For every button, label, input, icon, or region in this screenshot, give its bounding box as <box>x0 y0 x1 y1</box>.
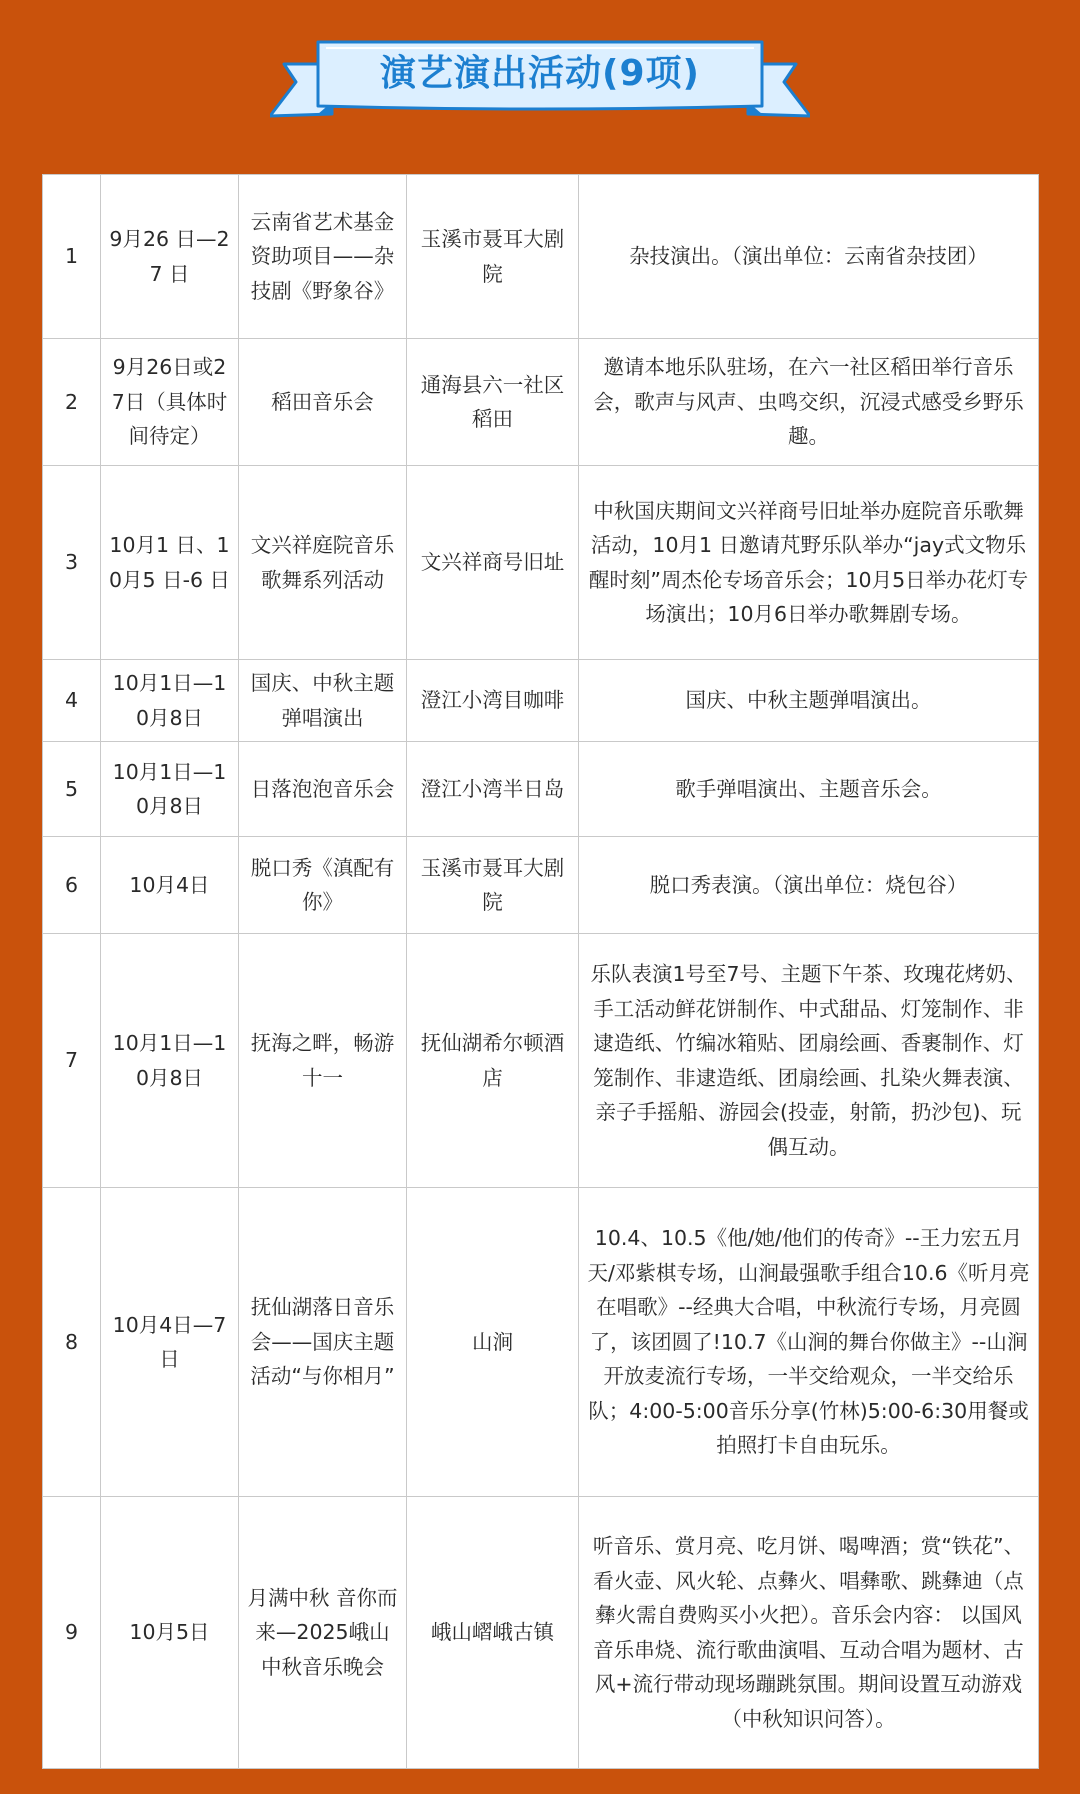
activity-description: 邀请本地乐队驻场，在六一社区稻田举行音乐会，歌声与风声、虫鸣交织，沉浸式感受乡野乐趣。 <box>579 339 1039 466</box>
table-row <box>43 1188 1039 1497</box>
activity-date: 10月5日 <box>101 1497 239 1769</box>
activity-name: 国庆、中秋主题弹唱演出 <box>239 660 407 742</box>
table-row <box>43 339 1039 466</box>
activity-venue: 抚仙湖希尔顿酒店 <box>407 934 579 1188</box>
activity-description: 听音乐、赏月亮、吃月饼、喝啤酒；赏“铁花”、看火壶、风火轮、点彝火、唱彝歌、跳彝迪（点彝火需自费购买小火把）。音乐会内容： 以国风音乐串烧、流行歌曲演唱、互动合唱为题材、古风+流行带动现场蹦跳氛围。期间设置互动游戏（中秋知识问答）。 <box>579 1497 1039 1769</box>
activity-name: 脱口秀《滇配有你》 <box>239 837 407 934</box>
row-number: 1 <box>43 175 101 339</box>
activity-description: 脱口秀表演。（演出单位：烧包谷） <box>579 837 1039 934</box>
activity-venue: 山涧 <box>407 1188 579 1497</box>
activity-date: 9月26 日—27 日 <box>101 175 239 339</box>
activity-date: 10月1日—10月8日 <box>101 934 239 1188</box>
activity-table <box>42 174 1039 1769</box>
table-row <box>43 742 1039 837</box>
row-number: 5 <box>43 742 101 837</box>
activity-date: 10月4日 <box>101 837 239 934</box>
activity-date: 9月26日或27日（具体时间待定） <box>101 339 239 466</box>
activity-table-container <box>42 174 1038 1769</box>
activity-description: 中秋国庆期间文兴祥商号旧址举办庭院音乐歌舞活动，10月1 日邀请芃野乐队举办“jay式文物乐醒时刻”周杰伦专场音乐会；10月5日举办花灯专场演出；10月6日举办歌舞剧专场。 <box>579 466 1039 660</box>
row-number: 2 <box>43 339 101 466</box>
activity-description: 国庆、中秋主题弹唱演出。 <box>579 660 1039 742</box>
activity-description: 杂技演出。（演出单位：云南省杂技团） <box>579 175 1039 339</box>
activity-venue: 文兴祥商号旧址 <box>407 466 579 660</box>
activity-venue: 玉溪市聂耳大剧院 <box>407 175 579 339</box>
activity-venue: 澄江小湾半日岛 <box>407 742 579 837</box>
row-number: 9 <box>43 1497 101 1769</box>
activity-name: 抚海之畔，畅游十一 <box>239 934 407 1188</box>
activity-name: 月满中秋 音你而来—2025峨山中秋音乐晚会 <box>239 1497 407 1769</box>
activity-description: 乐队表演1号至7号、主题下午茶、玫瑰花烤奶、手工活动鲜花饼制作、中式甜品、灯笼制作、非逮造纸、竹编冰箱贴、团扇绘画、香裹制作、灯笼制作、非逮造纸、团扇绘画、扎染火舞表演、亲子手摇船、游园会(投壶，射箭，扔沙包)、玩偶互动。 <box>579 934 1039 1188</box>
row-number: 7 <box>43 934 101 1188</box>
activity-name: 稻田音乐会 <box>239 339 407 466</box>
title-banner <box>270 36 810 122</box>
activity-venue: 通海县六一社区稻田 <box>407 339 579 466</box>
table-row <box>43 466 1039 660</box>
activity-venue: 澄江小湾目咖啡 <box>407 660 579 742</box>
activity-name: 云南省艺术基金资助项目——杂技剧《野象谷》 <box>239 175 407 339</box>
activity-date: 10月1 日、10月5 日-6 日 <box>101 466 239 660</box>
row-number: 8 <box>43 1188 101 1497</box>
row-number: 4 <box>43 660 101 742</box>
table-row <box>43 837 1039 934</box>
page-title: 演艺演出活动(9项) <box>380 53 700 94</box>
activity-date: 10月1日—10月8日 <box>101 660 239 742</box>
table-row <box>43 934 1039 1188</box>
table-row <box>43 175 1039 339</box>
activity-name: 抚仙湖落日音乐会——国庆主题活动“与你相月” <box>239 1188 407 1497</box>
activity-name: 文兴祥庭院音乐歌舞系列活动 <box>239 466 407 660</box>
activity-name: 日落泡泡音乐会 <box>239 742 407 837</box>
table-row <box>43 1497 1039 1769</box>
activity-date: 10月4日—7日 <box>101 1188 239 1497</box>
row-number: 3 <box>43 466 101 660</box>
activity-date: 10月1日—10月8日 <box>101 742 239 837</box>
activity-venue: 峨山嶍峨古镇 <box>407 1497 579 1769</box>
table-row <box>43 660 1039 742</box>
activity-venue: 玉溪市聂耳大剧院 <box>407 837 579 934</box>
activity-description: 歌手弹唱演出、主题音乐会。 <box>579 742 1039 837</box>
row-number: 6 <box>43 837 101 934</box>
activity-description: 10.4、10.5《他/她/他们的传奇》--王力宏五月天/邓紫棋专场，山涧最强歌手组合10.6《听月亮在唱歌》--经典大合唱，中秋流行专场，月亮圆了，该团圆了!10.7《山涧的舞台你做主》--山涧开放麦流行专场，一半交给观众，一半交给乐队；4:00-5:00音乐分享(竹林)5:00-6:30用餐或拍照打卡自由玩乐。 <box>579 1188 1039 1497</box>
